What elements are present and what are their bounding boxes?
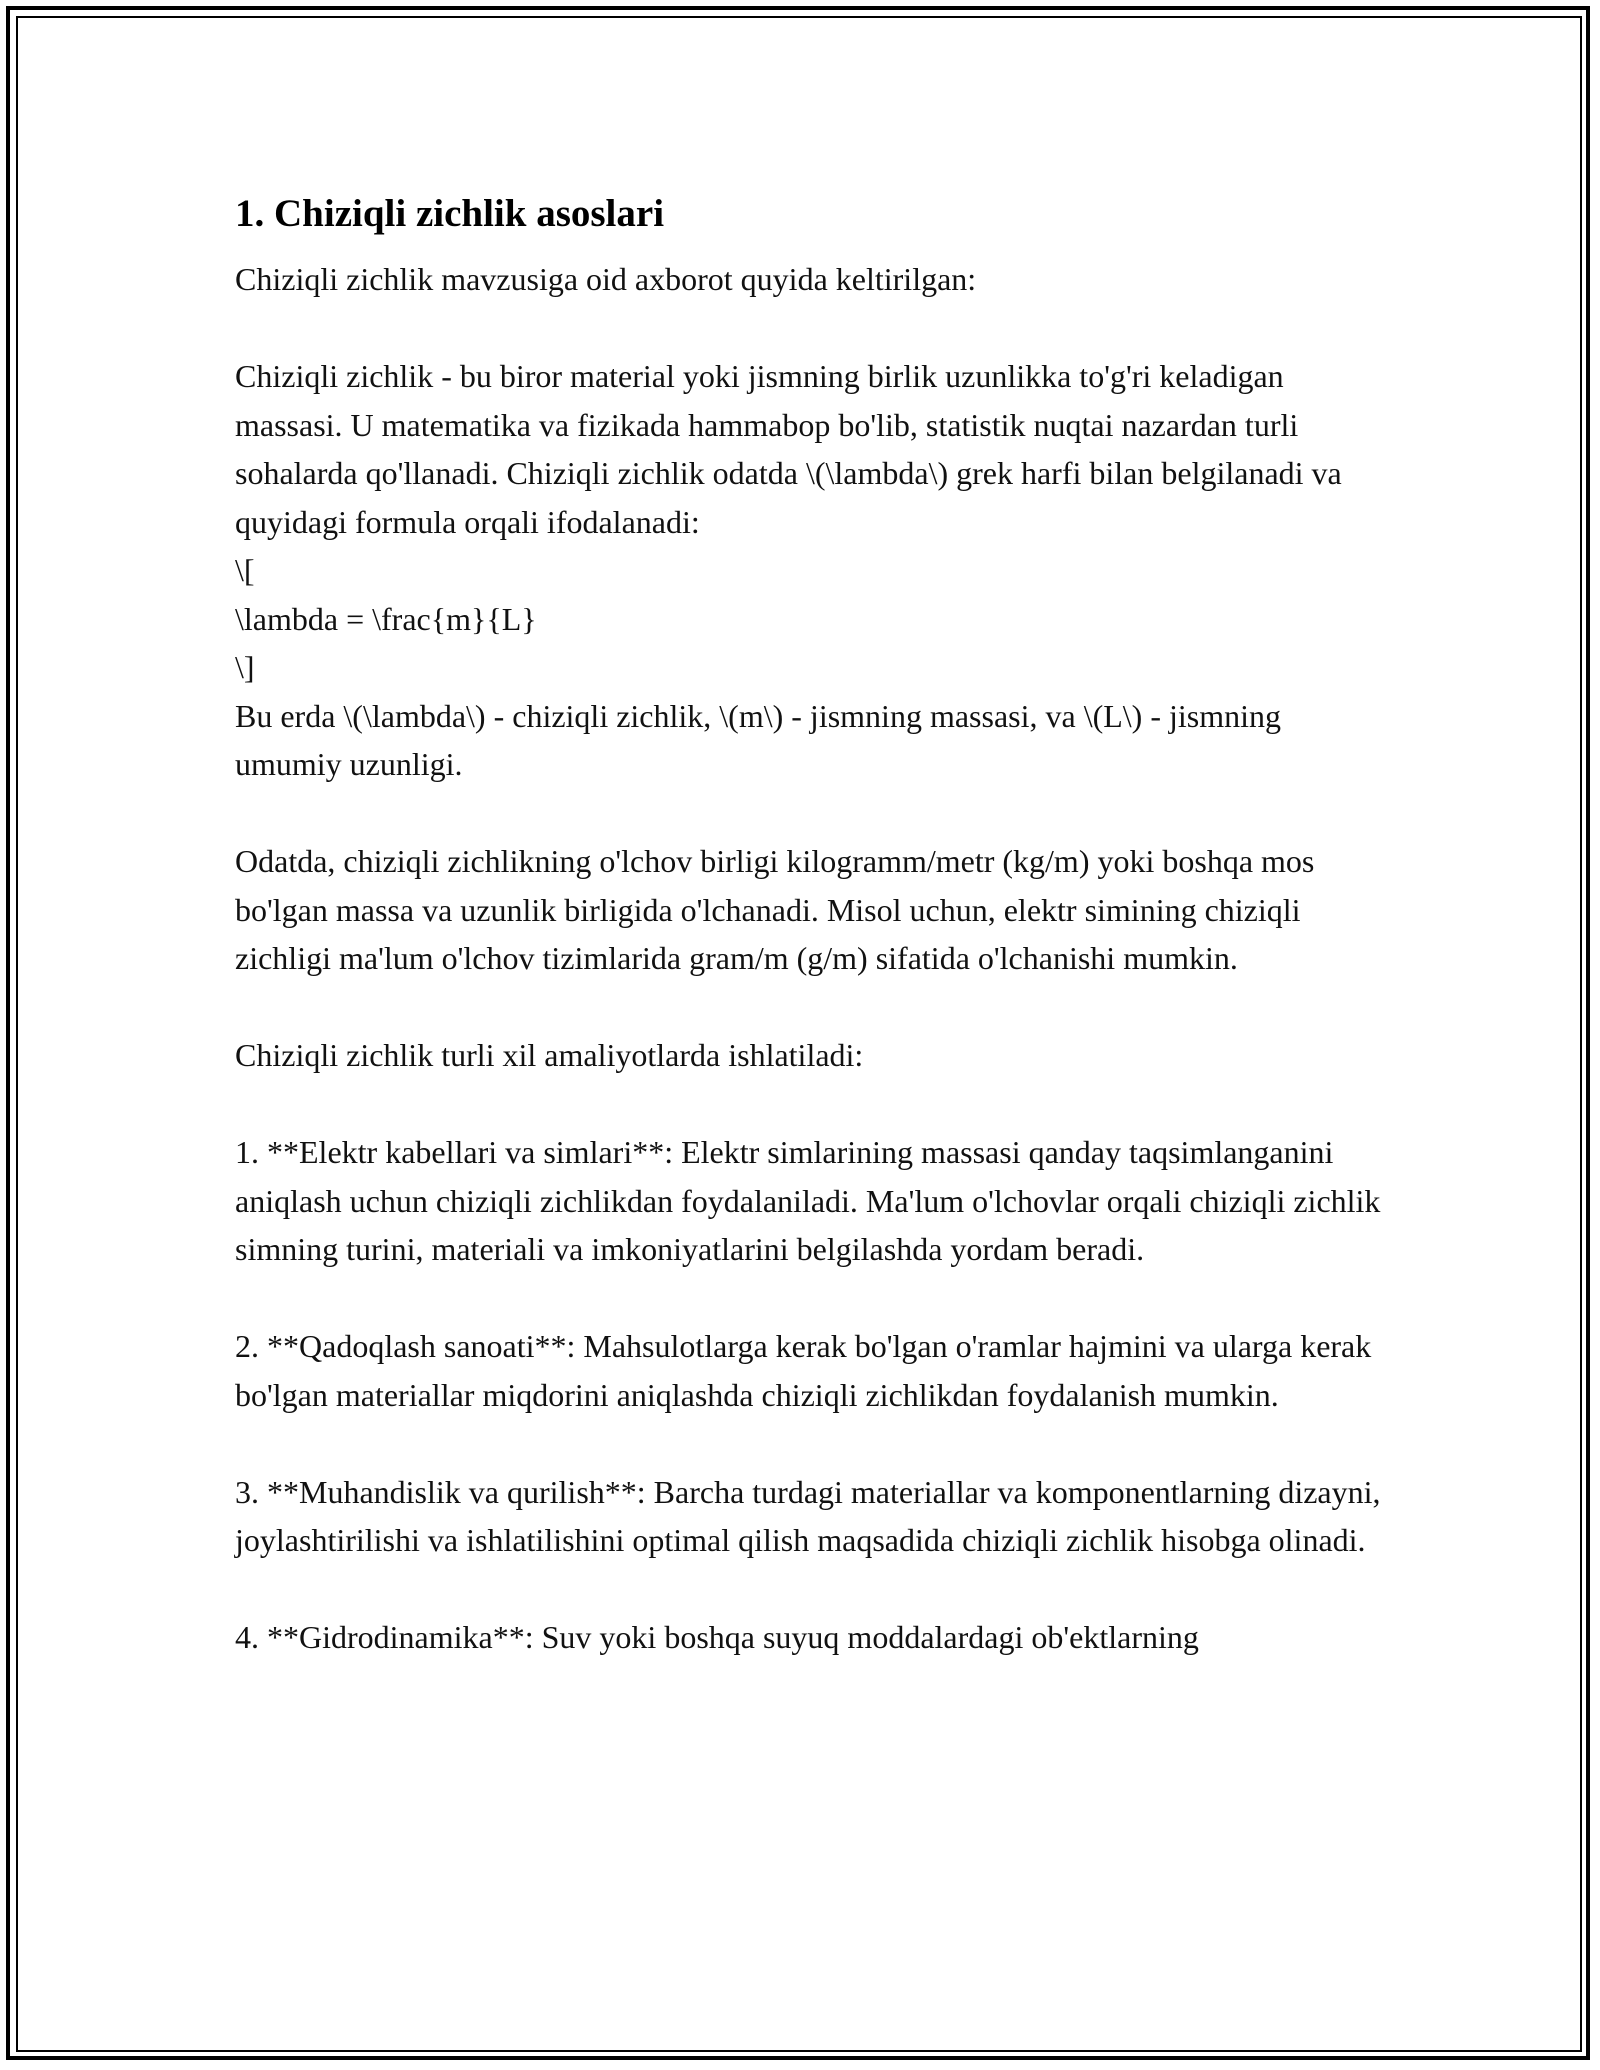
applications-intro-paragraph: Chiziqli zichlik turli xil amaliyotlarda ishlatiladi: xyxy=(235,1037,864,1073)
units-paragraph: Odatda, chiziqli zichlikning o'lchov birligi kilogramm/metr (kg/m) yoki boshqa mos bo'lgan massa va uzunlik birligida o'lchanadi. Misol uchun, elektr simining chiziqli zichligi ma'lum o'lchov tizimlarida gram/m (g/m) sifatida o'lchanishi mumkin. xyxy=(235,843,1315,976)
list-item-electric-cables: 1. **Elektr kabellari va simlari**: Elektr simlarining massasi qanday taqsimlanganini aniqlash uchun chiziqli zichlikdan foydalaniladi. Ma'lum o'lchovlar orqali chiziqli zichlik simning turini, materiali va imkoniyatlarini belgilashda yordam beradi. xyxy=(235,1134,1381,1267)
definition-paragraph: Chiziqli zichlik - bu biror material yoki jismning birlik uzunlikka to'g'ri keladigan massasi. U matematika va fizikada hammabop bo'lib, statistik nuqtai nazardan turli sohalarda qo'llanadi. Chiziqli zichlik odatda \(\lambda\) grek harfi bilan belgilanadi va quyidagi formula orqali ifodalanadi: \[ \lambda = \frac{m}{L} \] Bu erda \(\lambda\) - chiziqli zichlik, \(m\) - jismning massasi, va \(L\) - jismning umumiy uzunligi. xyxy=(235,358,1342,782)
intro-paragraph: Chiziqli zichlik mavzusiga oid axborot quyida keltirilgan: xyxy=(235,261,977,297)
section-heading: 1. Chiziqli zichlik asoslari xyxy=(235,192,665,235)
list-item-engineering: 3. **Muhandislik va qurilish**: Barcha turdagi materiallar va komponentlarning dizayni, joylashtirilishi va ishlatilishini optimal qilish maqsadida chiziqli zichlik hisobga olinadi. xyxy=(235,1473,1381,1558)
list-item-hydrodynamics: 4. **Gidrodinamika**: Suv yoki boshqa suyuq moddalardagi ob'ektlarning xyxy=(235,1619,1199,1655)
document-body xyxy=(235,186,1385,1662)
list-item-packaging: 2. **Qadoqlash sanoati**: Mahsulotlarga kerak bo'lgan o'ramlar hajmini va ularga kerak bo'lgan materiallar miqdorini aniqlashda chiziqli zichlikdan foydalanish mumkin. xyxy=(235,1328,1372,1413)
